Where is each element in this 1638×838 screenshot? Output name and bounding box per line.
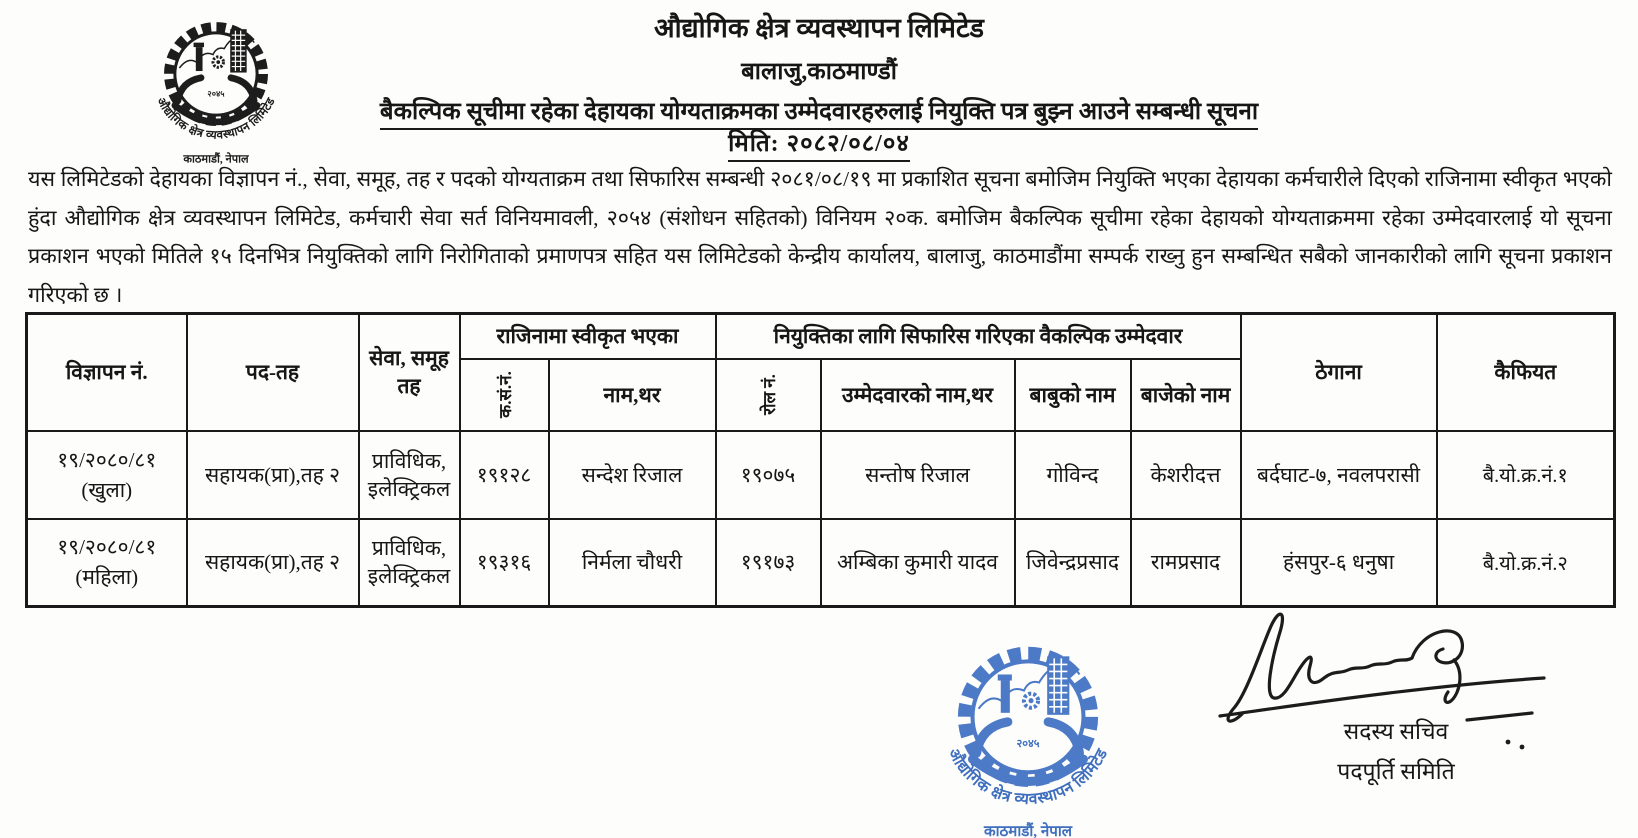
- org-address: बालाजु,काठमाण्डौं: [741, 59, 897, 85]
- advert-no: १९/२०८०/८१: [57, 535, 157, 560]
- cell-candidate-name: अम्बिका कुमारी यादव: [821, 519, 1015, 607]
- signatory-title: सदस्य सचिव: [1343, 719, 1449, 744]
- signatory-committee: पदपूर्ति समिति: [1337, 759, 1455, 784]
- cell-service-group: प्राविधिक, इलेक्ट्रिकल: [359, 431, 460, 519]
- cell-serial-no: १९३१६: [460, 519, 549, 607]
- col-header-post-level: पद-तह: [187, 314, 359, 431]
- stamp-year: २०४५: [1016, 738, 1040, 751]
- date-row: [0, 126, 1638, 162]
- col-header-serial-no-label: क.सं.नं.: [495, 371, 515, 418]
- col-header-roll-no: [716, 359, 821, 431]
- col-header-roll-no-label: रोल नं.: [759, 374, 779, 415]
- company-stamp: [912, 628, 1144, 838]
- notice-body-paragraph: यस लिमिटेडको देहायका विज्ञापन नं., सेवा, समूह, तह र पदको योग्यताक्रम तथा सिफारिस सम्बन्धी २०८१/०८/१९ मा प्रकाशित सूचना बमोजिम नियुक्ति भएका देहायका कर्मचारीले दिएको राजिनामा स्वीकृत भएको हुंदा औद्योगिक क्षेत्र व्यवस्थापन लिमिटेड, कर्मचारी सेवा सर्त विनियमावली, २०५४ (संशोधन सहितको) विनियम २०क. बमोजिम बैकल्पिक सूचीमा रहेका देहायको योग्यताक्रममा रहेका उम्मेदवारलाई यो सूचना प्रकाशन भएको मितिले १५ दिनभित्र नियुक्तिको लागि निरोगिताको प्रमाणपत्र सहित यस लिमिटेडको केन्द्रीय कार्यालय, बालाजु, काठमाडौंमा सम्पर्क राख्नु हुन सम्बन्धित सबैको जानकारीको लागि सूचना प्रकाशन गरिएको छ ।: [28, 167, 1612, 307]
- cell-advert-no: [27, 431, 187, 519]
- cell-remarks: बै.यो.क्र.नं.२: [1437, 519, 1615, 607]
- stamp-city-text: काठमाडौं, नेपाल: [983, 823, 1073, 838]
- advert-no: १९/२०८०/८१: [57, 447, 157, 472]
- cell-address: बर्दघाट-७, नवलपरासी: [1241, 431, 1437, 519]
- cell-candidate-name: सन्तोष रिजाल: [821, 431, 1015, 519]
- cell-address: हंसपुर-६ धनुषा: [1241, 519, 1437, 607]
- col-header-address: ठेगाना: [1241, 314, 1437, 431]
- group-header-resignation: राजिनामा स्वीकृत भएका: [460, 314, 716, 359]
- col-header-grandfather-name: बाजेको नाम: [1131, 359, 1241, 431]
- col-header-name: नाम,थर: [549, 359, 716, 431]
- advert-type: (महिला): [75, 565, 139, 590]
- cell-serial-no: १९१२८: [460, 431, 549, 519]
- cell-roll-no: १९१७३: [716, 519, 821, 607]
- cell-father-name: जिवेन्द्रप्रसाद: [1015, 519, 1131, 607]
- table-row: [27, 519, 1615, 607]
- candidates-table: [25, 312, 1616, 608]
- col-header-father-name: बाबुको नाम: [1015, 359, 1131, 431]
- logo-city-text: काठमाडौं, नेपाल: [183, 153, 249, 166]
- company-stamp-icon: [912, 628, 1144, 838]
- col-header-advert-no: विज्ञापन नं.: [27, 314, 187, 431]
- cell-name: सन्देश रिजाल: [549, 431, 716, 519]
- cell-advert-no: [27, 519, 187, 607]
- cell-father-name: गोविन्द: [1015, 431, 1131, 519]
- col-header-candidate-name: उम्मेदवारको नाम,थर: [821, 359, 1015, 431]
- notice-date: मिति: २०८२/०८/०४: [728, 126, 910, 162]
- cell-post-level: सहायक(प्रा),तह २: [187, 431, 359, 519]
- col-header-remarks: कैफियत: [1437, 314, 1615, 431]
- cell-post-level: सहायक(प्रा),तह २: [187, 519, 359, 607]
- advert-type: (खुला): [81, 477, 133, 502]
- org-name: औद्योगिक क्षेत्र व्यवस्थापन लिमिटेड: [654, 13, 984, 43]
- notice-title-row: [0, 94, 1638, 130]
- cell-roll-no: १९०७५: [716, 431, 821, 519]
- logo-year: २०४५: [207, 89, 225, 99]
- col-header-service-group: सेवा, समूह तह: [359, 314, 460, 431]
- cell-grandfather-name: रामप्रसाद: [1131, 519, 1241, 607]
- cell-name: निर्मला चौधरी: [549, 519, 716, 607]
- cell-remarks: बै.यो.क्र.नं.१: [1437, 431, 1615, 519]
- table-row: [27, 431, 1615, 519]
- group-header-appointment: नियुक्तिका लागि सिफारिस गरिएका वैकल्पिक उम्मेदवार: [716, 314, 1241, 359]
- cell-grandfather-name: केशरीदत्त: [1131, 431, 1241, 519]
- col-header-serial-no: [460, 359, 549, 431]
- notice-title: बैकल्पिक सूचीमा रहेका देहायका योग्यताक्रमका उम्मेदवारहरुलाई नियुक्ति पत्र बुझ्न आउने सम्बन्धी सूचना: [380, 94, 1258, 130]
- logo-curved-text: औद्योगिक क्षेत्र व्यवस्थापन लिमिटेड: [154, 95, 278, 142]
- cell-service-group: प्राविधिक, इलेक्ट्रिकल: [359, 519, 460, 607]
- stamp-curved-text: औद्योगिक क्षेत्र व्यवस्थापन लिमिटेड: [944, 745, 1112, 809]
